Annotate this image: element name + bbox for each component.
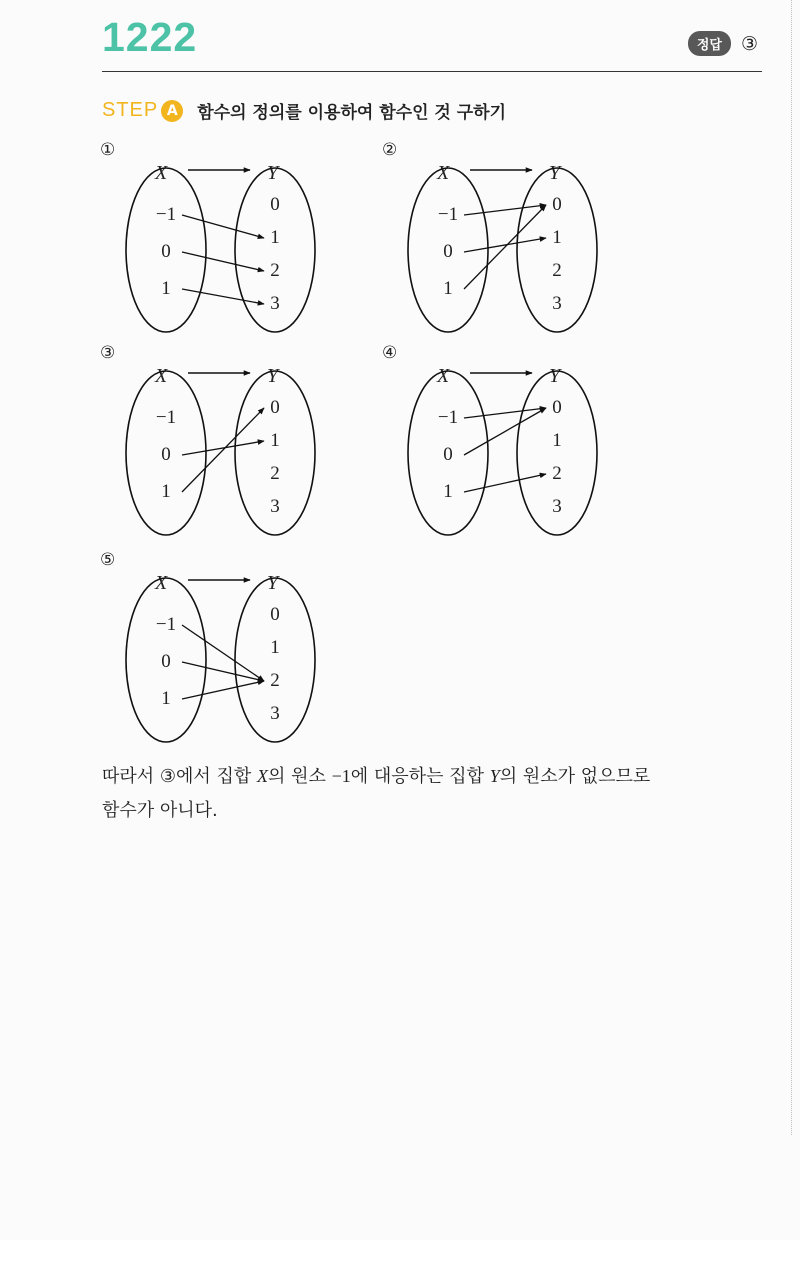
domain-element: 0 [443,241,453,262]
domain-set-ellipse [126,168,206,332]
choice-mark: ② [382,140,398,160]
codomain-element: 0 [270,397,280,418]
conclusion-part: 의 원소가 없으므로 [499,766,651,787]
choice-mark: ④ [382,343,398,363]
choice-3-diagram [100,343,330,543]
codomain-label: Y [549,162,561,184]
domain-element: 0 [161,241,171,262]
codomain-set-ellipse [517,371,597,535]
codomain-element: 1 [270,430,280,451]
page-edge-dotted-line [791,0,792,1135]
choice-2-diagram [382,140,612,340]
mapping-arrow [182,408,264,492]
codomain-label: Y [267,365,279,387]
domain-element: 0 [443,444,453,465]
mapping-arrow [464,408,546,418]
choice-1-diagram [100,140,330,340]
domain-set-ellipse [126,578,206,742]
codomain-set-ellipse [517,168,597,332]
codomain-element: 2 [270,463,280,484]
codomain-element: 2 [552,463,562,484]
mapping-arrow [182,625,264,681]
answer-box [688,31,758,56]
set-y-symbol: Y [489,766,500,786]
domain-set-ellipse [408,371,488,535]
codomain-element: 3 [552,293,562,314]
step-label: STEP [102,99,159,121]
choice-mark: ③ [100,343,116,363]
step-letter-badge: A [161,100,183,122]
mapping-arrow [182,441,264,455]
domain-element: −1 [155,614,177,635]
domain-element: 0 [161,651,171,672]
codomain-label: Y [267,572,279,594]
answer-value: ③ [740,32,758,55]
mapping-arrow [464,205,546,215]
choice-mark: ⑤ [100,550,116,570]
choice-mark: ① [100,140,116,160]
codomain-element: 1 [552,227,562,248]
element-value: −1 [331,766,351,786]
codomain-set-ellipse [235,168,315,332]
domain-label: X [437,365,450,387]
mapping-svg [100,550,330,750]
domain-element: 0 [161,444,171,465]
codomain-label: Y [267,162,279,184]
codomain-element: 0 [270,194,280,215]
conclusion-part: 함수가 아니다. [102,800,218,821]
mapping-svg [100,343,330,543]
mapping-arrow [464,474,546,492]
conclusion-part: 따라서 ③에서 집합 [102,766,258,787]
domain-label: X [155,572,168,594]
domain-element: −1 [155,407,177,428]
mapping-arrow [464,238,546,252]
domain-element: −1 [437,407,459,428]
codomain-element: 3 [552,496,562,517]
domain-element: 1 [443,278,453,299]
choice-5-diagram [100,550,330,750]
mapping-arrow [182,252,264,271]
step-title: 함수의 정의를 이용하여 함수인 것 구하기 [197,103,507,123]
codomain-element: 3 [270,496,280,517]
problem-number: 1222 [102,14,198,60]
codomain-set-ellipse [235,371,315,535]
conclusion-part: 에 대응하는 집합 [350,766,490,787]
codomain-element: 1 [270,227,280,248]
mapping-arrow [464,408,546,455]
codomain-set-ellipse [235,578,315,742]
mapping-svg [382,343,612,543]
conclusion-text [102,759,742,828]
mapping-arrow [182,289,264,304]
mapping-arrow [182,681,264,699]
mapping-arrow [182,215,264,238]
mapping-svg [100,140,330,340]
domain-element: 1 [443,481,453,502]
codomain-label: Y [549,365,561,387]
codomain-element: 3 [270,703,280,724]
mapping-arrow [464,205,546,289]
codomain-element: 2 [552,260,562,281]
domain-label: X [437,162,450,184]
domain-label: X [155,162,168,184]
conclusion-part: 의 원소 [268,766,332,787]
codomain-element: 2 [270,260,280,281]
codomain-element: 3 [270,293,280,314]
codomain-element: 0 [552,397,562,418]
choice-4-diagram [382,343,612,543]
domain-element: 1 [161,688,171,709]
codomain-element: 2 [270,670,280,691]
domain-element: 1 [161,278,171,299]
domain-element: −1 [437,204,459,225]
page-bottom-margin [0,1240,800,1265]
mapping-svg [382,140,612,340]
domain-element: −1 [155,204,177,225]
domain-label: X [155,365,168,387]
step-heading [102,98,506,123]
mapping-arrow [182,662,264,681]
codomain-element: 1 [270,637,280,658]
answer-badge: 정답 [688,31,731,56]
set-x-symbol: X [257,766,269,786]
domain-element: 1 [161,481,171,502]
codomain-element: 0 [552,194,562,215]
codomain-element: 1 [552,430,562,451]
header-rule [102,71,762,72]
codomain-element: 0 [270,604,280,625]
